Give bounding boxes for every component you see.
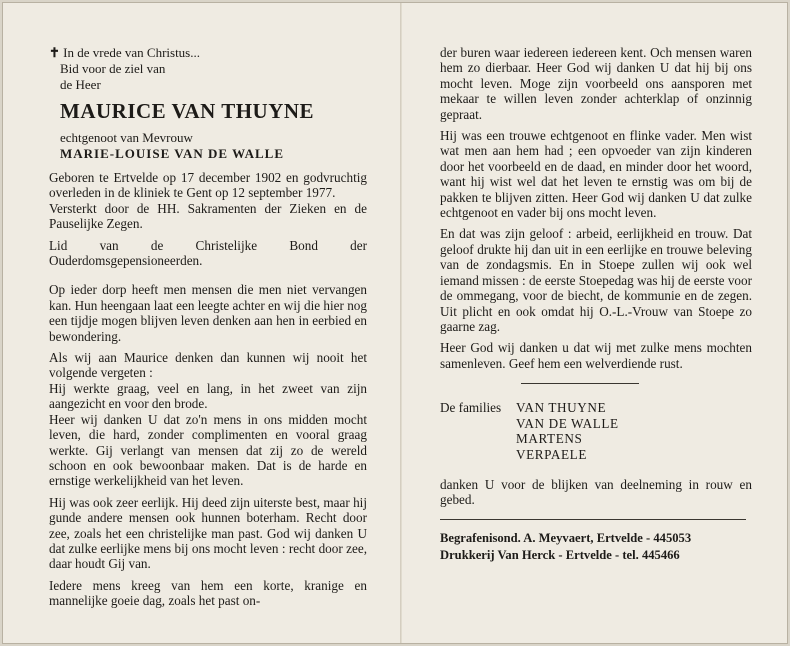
family-name: VERPAELE	[516, 446, 587, 462]
right-page	[440, 45, 752, 564]
printer-line-2: Drukkerij Van Herck - Ertvelde - tel. 445466	[440, 548, 680, 563]
bio-membership: Lid van de Christelijke Bond der Ouderdomsgepensioneerden.	[49, 237, 367, 269]
text-paragraph: Hij was een trouwe echtgenoot en flinke vader. Men wist wat men aan hem had ; een opvoeder van zijn kinderen door het voorbeeld en de daad, en minder door het woord, want hij wist wel dat het leven te ernstig was om bij de pakken te blijven zitten. Heer God wij danken U dat zulke echtgenoot en vader bij ons mocht leven.	[440, 128, 752, 221]
family-name: VAN THUYNE	[516, 400, 607, 416]
text-paragraph: Op ieder dorp heeft men mensen die men niet vervangen kan. Hun heengaan laat een leegte achter en wij die hier nog een tijdje mogen blijven leven denken aan hen in eerbied en bewondering.	[49, 282, 367, 344]
intro-line-3: de Heer	[60, 77, 101, 92]
text-paragraph: Als wij aan Maurice denken dan kunnen wij nooit het volgende vergeten :	[49, 350, 367, 381]
memorial-card	[2, 2, 788, 644]
spouse-name: MARIE-LOUISE VAN DE WALLE	[60, 146, 285, 161]
text-paragraph: der buren waar iedereen iedereen kent. Och mensen waren hem zo dierbaar. Heer God wij danken U dat hij bij ons mocht leven. Moge zijn voorbeeld ons aansporen met mekaar te willen leven zonder achterklap of onzinnig gepraat.	[440, 45, 752, 122]
text-paragraph: Iedere mens kreeg van hem een korte, kranige en mannelijke goeie dag, zoals het past on-	[49, 577, 367, 609]
text-paragraph: Hij werkte graag, veel en lang, in het zweet van zijn aangezicht en voor den brode.	[49, 380, 367, 412]
bio-sacraments: Versterkt door de HH. Sakramenten der Zieken en de Pauselijke Zegen.	[49, 200, 367, 232]
family-name: MARTENS	[516, 431, 583, 447]
text-paragraph: Hij was ook zeer eerlijk. Hij deed zijn uiterste best, maar hij gunde andere mensen ook hunnen boterham. Recht door zee, zoals het een christelijke man past. God wij danken U dat zulke eerlijke mens bij ons mocht leven : recht door zee, daar houdt Gij van.	[49, 494, 367, 572]
divider	[440, 519, 746, 520]
divider	[521, 383, 639, 384]
bio-birth-death: Geboren te Ertvelde op 17 december 1902 en godvruchtig overleden in de kliniek te Gent op 12 september 1977.	[49, 170, 367, 201]
cross-icon: ✝ In de vrede van Christus...	[49, 45, 200, 60]
families-label: De families	[440, 400, 502, 416]
thanks-text: danken U voor de blijken van deelneming in rouw en gebed.	[440, 476, 752, 507]
intro-line-2: Bid voor de ziel van	[60, 61, 166, 76]
families-block	[440, 400, 752, 462]
text-paragraph: Heer God wij danken u dat wij met zulke mens mochten samenleven. Geef hem een welverdiende rust.	[440, 340, 752, 371]
families-list	[516, 400, 752, 462]
intro-block	[49, 45, 367, 93]
left-page	[49, 45, 367, 609]
card-fold	[400, 3, 402, 643]
printer-line-1: Begrafenisond. A. Meyvaert, Ertvelde - 445053	[440, 531, 692, 546]
intro-line-1: In de vrede van Christus...	[63, 45, 200, 60]
spouse-label: echtgenoot van Mevrouw	[60, 130, 193, 145]
family-name: VAN DE WALLE	[516, 415, 619, 431]
text-paragraph: Heer wij danken U dat zo'n mens in ons midden mocht leven, die hard, zonder complimenten en vooral graag werkte. Gij verlangt van mensen dat zij zo de wereld schoon en ook bewoonbaar maken. Dat is de harde en ernstige werkelijkheid van het leven.	[49, 411, 367, 489]
text-paragraph: En dat was zijn geloof : arbeid, eerlijkheid en trouw. Dat geloof drukte hij dan uit in een eerlijke en trouwe beleving van de zondagsmis. En in Stoepe zullen wij ook wel iemand missen : de eerste Stoepedag was hij de eerste voor de ommegang, voor de biecht, de kommunie en de zegen. Uit plicht en ook omdat hij O.-L.-Vrouw van Stoepe zo gaarne zag.	[440, 226, 753, 334]
deceased-name: MAURICE VAN THUYNE	[60, 99, 315, 123]
